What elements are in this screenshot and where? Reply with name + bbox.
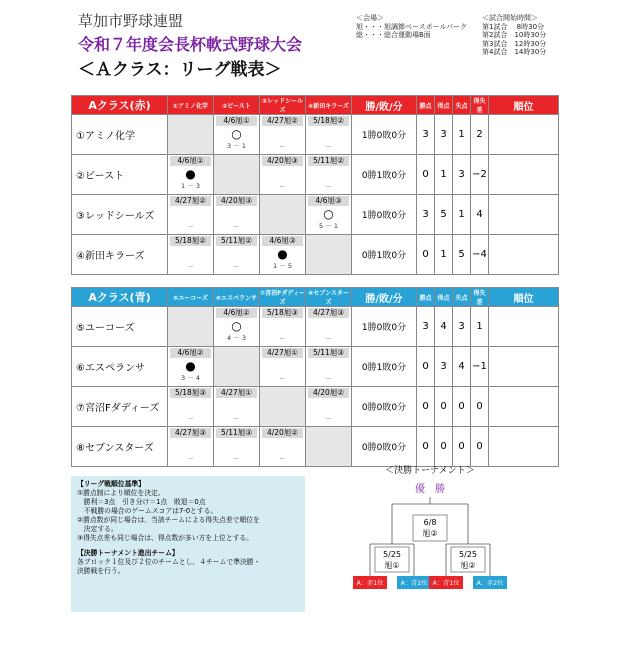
stat-header: 失点 — [453, 288, 471, 307]
match-date-tag: 4/6旭① — [216, 116, 257, 126]
match-date-tag: 4/20旭② — [308, 388, 349, 398]
match-cell — [168, 155, 214, 195]
stat-header: 得失差 — [471, 96, 489, 115]
match-date-tag: 4/27旭② — [170, 196, 211, 206]
match-box — [168, 195, 213, 234]
venue-info: ＜会場＞ 旭・・・旭調節ベースボールパーク 総・・・総合運動場B面 — [356, 14, 468, 39]
rule-line: ②勝点数が同じ場合は、当該チームによる得失点差で順位を — [77, 516, 260, 524]
goals-for-value: 5 — [435, 195, 453, 235]
goals-for-value: 3 — [435, 347, 453, 387]
bracket-slot-label: A：青2位 — [400, 580, 428, 587]
rank-value — [489, 387, 559, 427]
match-box — [260, 155, 305, 194]
match-cell — [306, 195, 352, 235]
match-box — [214, 195, 259, 234]
match-date-tag: 4/6旭③ — [262, 236, 303, 246]
match-score: － — [325, 375, 332, 383]
match-box — [214, 427, 259, 466]
advance-lines — [77, 558, 299, 576]
match-box — [168, 235, 213, 274]
points-value: 3 — [417, 307, 435, 347]
match-cell — [260, 115, 306, 155]
match-box — [260, 307, 305, 346]
self-cell — [260, 387, 306, 427]
match-score: － — [187, 263, 194, 271]
team-name: ②ビースト — [72, 155, 168, 195]
rank-header: 順位 — [489, 288, 559, 307]
record-value: 1勝0敗0分 — [352, 115, 417, 155]
rank-value — [489, 115, 559, 155]
match-cell — [214, 195, 260, 235]
start-times-info: ＜試合開始時間＞ 第1試合 8時30分 第2試合 10時30分 第3試合 12時30分 第4試合 14時30分 — [482, 14, 547, 56]
tournament-title: 令和７年度会長杯軟式野球大会 — [78, 35, 303, 54]
points-value: 0 — [417, 387, 435, 427]
column-team-header: ④新田キラーズ — [306, 96, 352, 115]
match-score: 4 － 3 — [227, 334, 246, 342]
rank-value — [489, 235, 559, 275]
self-cell — [306, 235, 352, 275]
match-cell — [306, 155, 352, 195]
table-row — [72, 427, 559, 467]
diff-value: 4 — [471, 195, 489, 235]
column-team-header: ③レッドシールズ — [260, 96, 306, 115]
match-score: 5 － 1 — [319, 222, 338, 230]
match-score: － — [279, 335, 286, 343]
team-name: ⑧セブンスターズ — [72, 427, 168, 467]
self-cell — [168, 307, 214, 347]
semi1-date: 5/25 — [383, 550, 401, 559]
goals-against-value: 1 — [453, 195, 471, 235]
points-value: 3 — [417, 195, 435, 235]
goals-against-value: 0 — [453, 427, 471, 467]
diff-value: −4 — [471, 235, 489, 275]
record-value: 0勝1敗0分 — [352, 235, 417, 275]
points-value: 3 — [417, 115, 435, 155]
points-value: 0 — [417, 427, 435, 467]
match-date-tag: 4/27旭② — [262, 116, 303, 126]
diff-value: 0 — [471, 427, 489, 467]
match-box — [260, 427, 305, 466]
match-score: － — [187, 223, 194, 231]
goals-for-value: 0 — [435, 387, 453, 427]
team-name: ③レッドシールズ — [72, 195, 168, 235]
goals-against-value: 0 — [453, 387, 471, 427]
match-cell — [214, 235, 260, 275]
match-cell — [214, 427, 260, 467]
final-date: 6/8 — [423, 518, 437, 527]
column-team-header: ②ビースト — [214, 96, 260, 115]
win-mark: ○ — [323, 207, 334, 221]
match-cell — [306, 387, 352, 427]
rules-heading: 【リーグ戦順位基準】 — [77, 480, 145, 488]
match-date-tag: 4/27旭① — [216, 388, 257, 398]
match-date-tag: 4/6旭② — [216, 308, 257, 318]
record-header: 勝/敗/分 — [352, 96, 417, 115]
rank-value — [489, 195, 559, 235]
rank-header: 順位 — [489, 96, 559, 115]
record-value: 0勝1敗0分 — [352, 155, 417, 195]
column-team-header: ⑧セブンスターズ — [306, 288, 352, 307]
goals-against-value: 3 — [453, 155, 471, 195]
table-row — [72, 347, 559, 387]
organization-name: 草加市野球連盟 — [78, 12, 184, 30]
match-date-tag: 4/20旭② — [262, 428, 303, 438]
goals-for-value: 1 — [435, 235, 453, 275]
match-cell — [214, 307, 260, 347]
goals-against-value: 3 — [453, 307, 471, 347]
match-cell — [260, 347, 306, 387]
match-date-tag: 4/27旭③ — [170, 428, 211, 438]
match-date-tag: 4/6旭② — [170, 348, 211, 358]
win-mark: ○ — [231, 127, 242, 141]
match-score: 3 － 4 — [181, 374, 200, 382]
league-table-red — [71, 95, 559, 275]
points-value: 0 — [417, 155, 435, 195]
team-name: ⑤ユーコーズ — [72, 307, 168, 347]
match-box — [168, 155, 213, 194]
match-date-tag: 5/18旭② — [170, 236, 211, 246]
column-team-header: ⑦宮沼Fダディーズ — [260, 288, 306, 307]
match-cell — [260, 155, 306, 195]
match-date-tag: 4/20旭③ — [262, 156, 303, 166]
league-table-blue — [71, 287, 559, 467]
match-cell — [306, 307, 352, 347]
rank-value — [489, 347, 559, 387]
bracket-slot-label: A：青1位 — [432, 580, 460, 587]
match-date-tag: 5/18旭③ — [170, 388, 211, 398]
match-box — [168, 387, 213, 426]
bracket-slot-label: A：赤2位 — [476, 580, 504, 587]
self-cell — [214, 155, 260, 195]
goals-for-value: 0 — [435, 427, 453, 467]
goals-for-value: 1 — [435, 155, 453, 195]
stat-header: 勝点 — [417, 288, 435, 307]
match-score: － — [325, 183, 332, 191]
rules-box — [71, 476, 305, 612]
table-row — [72, 235, 559, 275]
match-score: 1 － 5 — [273, 262, 292, 270]
match-box — [214, 387, 259, 426]
column-team-header: ①アミノ化学 — [168, 96, 214, 115]
match-cell — [306, 347, 352, 387]
match-score: － — [279, 183, 286, 191]
goals-for-value: 3 — [435, 115, 453, 155]
match-date-tag: 5/18旭② — [308, 116, 349, 126]
semi2-date: 5/25 — [459, 550, 477, 559]
champion-label: 優 勝 — [415, 484, 445, 495]
loss-mark: ● — [277, 247, 288, 261]
match-score: － — [279, 375, 286, 383]
match-box — [306, 307, 351, 346]
match-box — [260, 235, 305, 274]
final-venue: 旭② — [422, 529, 438, 538]
match-score: － — [187, 415, 194, 423]
match-score: 1 － 3 — [181, 182, 200, 190]
match-score: － — [325, 143, 332, 151]
stat-header: 得失差 — [471, 288, 489, 307]
points-value: 0 — [417, 235, 435, 275]
rule-line: 不戦勝の場合のゲームスコアは7-0とする。 — [77, 507, 218, 515]
match-date-tag: 4/6旭① — [170, 156, 211, 166]
table-row — [72, 195, 559, 235]
match-box — [306, 387, 351, 426]
match-date-tag: 4/6旭③ — [308, 196, 349, 206]
bracket-slot-label: A：赤1位 — [356, 580, 384, 587]
match-score: － — [279, 143, 286, 151]
match-date-tag: 4/27旭① — [262, 348, 303, 358]
goals-against-value: 5 — [453, 235, 471, 275]
match-box — [260, 115, 305, 154]
self-cell — [306, 427, 352, 467]
match-box — [168, 427, 213, 466]
match-box — [168, 347, 213, 386]
match-score: － — [187, 455, 194, 463]
league-name: Aクラス(青) — [72, 288, 168, 307]
match-cell — [168, 235, 214, 275]
match-box — [306, 155, 351, 194]
points-value: 0 — [417, 347, 435, 387]
league-name: Aクラス(赤) — [72, 96, 168, 115]
stat-header: 勝点 — [417, 96, 435, 115]
match-cell — [214, 387, 260, 427]
match-date-tag: 4/20旭③ — [216, 196, 257, 206]
semi1-venue: 旭① — [384, 561, 400, 570]
team-name: ①アミノ化学 — [72, 115, 168, 155]
diff-value: 2 — [471, 115, 489, 155]
match-score: － — [325, 335, 332, 343]
match-score: 3 － 1 — [227, 142, 246, 150]
table-row — [72, 387, 559, 427]
self-cell — [260, 195, 306, 235]
match-cell — [168, 195, 214, 235]
match-score: － — [233, 263, 240, 271]
rank-value — [489, 427, 559, 467]
record-value: 0勝1敗0分 — [352, 347, 417, 387]
advance-line: 決勝戦を行う。 — [77, 567, 125, 575]
match-box — [306, 115, 351, 154]
advance-line: 各ブロック１位及び２位のチームとし、４チームで準決勝・ — [77, 558, 261, 566]
page-subtitle: ＜Ａクラス：リーグ戦表＞ — [78, 60, 282, 80]
record-value: 1勝0敗0分 — [352, 307, 417, 347]
column-team-header: ⑤ユーコーズ — [168, 288, 214, 307]
goals-for-value: 4 — [435, 307, 453, 347]
record-value: 0勝0敗0分 — [352, 387, 417, 427]
rank-value — [489, 155, 559, 195]
match-score: － — [233, 223, 240, 231]
match-box — [214, 235, 259, 274]
team-name: ⑥エスペランサ — [72, 347, 168, 387]
table-row — [72, 307, 559, 347]
match-date-tag: 5/18旭③ — [262, 308, 303, 318]
table-row — [72, 115, 559, 155]
goals-against-value: 4 — [453, 347, 471, 387]
match-date-tag: 5/11旭③ — [216, 428, 257, 438]
match-cell — [168, 427, 214, 467]
rank-value — [489, 307, 559, 347]
diff-value: −1 — [471, 347, 489, 387]
loss-mark: ● — [185, 167, 196, 181]
match-cell — [168, 387, 214, 427]
match-date-tag: 5/11旭③ — [308, 348, 349, 358]
diff-value: 1 — [471, 307, 489, 347]
match-score: － — [233, 455, 240, 463]
match-box — [306, 347, 351, 386]
record-header: 勝/敗/分 — [352, 288, 417, 307]
win-mark: ○ — [231, 319, 242, 333]
match-date-tag: 5/11旭② — [216, 236, 257, 246]
self-cell — [214, 347, 260, 387]
team-name: ④新田キラーズ — [72, 235, 168, 275]
match-cell — [306, 115, 352, 155]
advance-heading: 【決勝トーナメント進出チーム】 — [77, 549, 179, 557]
column-team-header: ⑥エスペランサ — [214, 288, 260, 307]
diff-value: −2 — [471, 155, 489, 195]
match-box — [214, 307, 259, 346]
match-score: － — [279, 455, 286, 463]
rule-line: 決定する。 — [77, 525, 118, 533]
match-score: － — [233, 415, 240, 423]
bracket-title: ＜決勝トーナメント＞ — [385, 466, 475, 476]
match-box — [306, 195, 351, 234]
rule-line: ③得失点差も同じ場合は、得点数が多い方を上位とする。 — [77, 534, 254, 542]
match-date-tag: 4/27旭③ — [308, 308, 349, 318]
loss-mark: ● — [185, 359, 196, 373]
tournament-bracket — [350, 464, 510, 604]
match-cell — [260, 307, 306, 347]
stat-header: 得点 — [435, 288, 453, 307]
match-cell — [260, 427, 306, 467]
stat-header: 失点 — [453, 96, 471, 115]
semi2-venue: 旭② — [460, 561, 476, 570]
record-value: 1勝0敗0分 — [352, 195, 417, 235]
match-cell — [260, 235, 306, 275]
match-box — [260, 347, 305, 386]
goals-against-value: 1 — [453, 115, 471, 155]
match-cell — [214, 115, 260, 155]
team-name: ⑦宮沼Fダディーズ — [72, 387, 168, 427]
rules-lines — [77, 489, 299, 543]
match-box — [214, 115, 259, 154]
self-cell — [168, 115, 214, 155]
record-value: 0勝0敗0分 — [352, 427, 417, 467]
match-cell — [168, 347, 214, 387]
rule-line: ①勝点制により順位を決定。 — [77, 489, 165, 497]
table-row — [72, 155, 559, 195]
rule-line: 勝利＝3点 引き分け＝1点 敗退＝0点 — [77, 498, 206, 506]
match-score: － — [325, 415, 332, 423]
diff-value: 0 — [471, 387, 489, 427]
match-date-tag: 5/11旭② — [308, 156, 349, 166]
stat-header: 得点 — [435, 96, 453, 115]
